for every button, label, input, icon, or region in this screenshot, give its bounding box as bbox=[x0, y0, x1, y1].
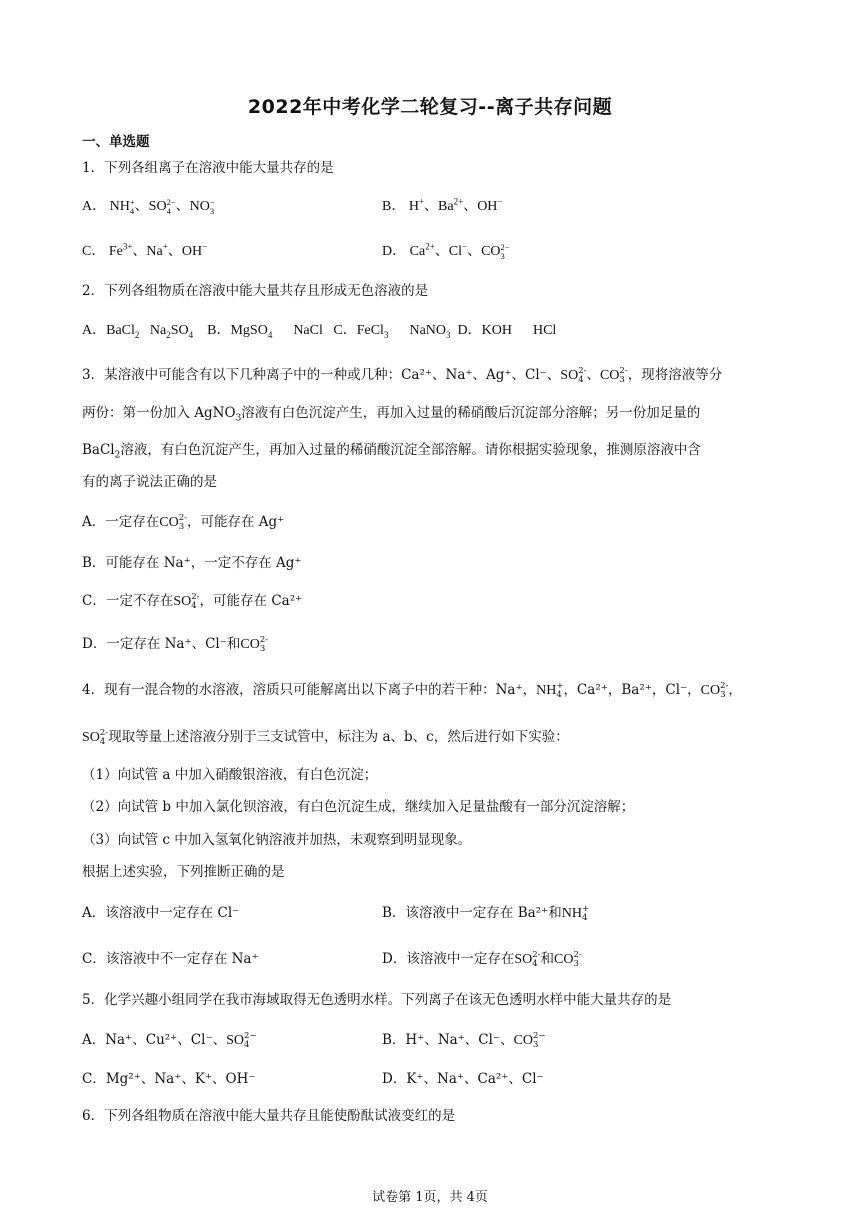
q1-option-b[interactable]: B． H+、$Ba^{2+}$、OH− bbox=[382, 196, 503, 214]
q1-option-c[interactable]: C． $Fe^{3+}$、Na+、OH− bbox=[82, 241, 208, 259]
q4-option-c[interactable]: C．该溶液中不一定存在 Na⁺ bbox=[82, 951, 259, 967]
option-letter: A． bbox=[82, 199, 107, 214]
ion-so4: SO bbox=[148, 199, 167, 214]
option-letter: C． bbox=[82, 244, 106, 259]
page-title: 2022年中考化学二轮复习--离子共存问题 bbox=[247, 96, 613, 118]
section-heading: 一、单选题 bbox=[82, 134, 150, 150]
question-3-line-4: 有的离子说法正确的是 bbox=[82, 474, 217, 490]
q1-option-d[interactable]: D． $Ca^{2+}$、Cl−、CO 2− 3 bbox=[382, 241, 510, 261]
q4-option-a[interactable]: A．该溶液中一定存在 Cl⁻ bbox=[82, 905, 240, 921]
q4-step-2: （2）向试管 b 中加入氯化钡溶液，有白色沉淀生成，继续加入足量盐酸有一部分沉淀溶解； bbox=[82, 799, 635, 815]
ion-nh4: NH bbox=[109, 199, 130, 214]
question-4-line-2: SO 2- 4 现取等量上述溶液分别于三支试管中，标注为 a、b、c，然后进行如下实验： bbox=[82, 727, 569, 747]
question-6-stem: 6．下列各组物质在溶液中能大量共存且能使酚酞试液变红的是 bbox=[82, 1108, 456, 1124]
q3-option-d[interactable]: D．一定存在 Na⁺、Cl⁻和CO 2- 3 bbox=[82, 634, 269, 654]
ion-no3: NO bbox=[189, 199, 210, 214]
q4-prompt: 根据上述实验，下列推断正确的是 bbox=[82, 864, 285, 880]
question-4-line-1: 4．现有一混合物的水溶液，溶质只可能解离出以下离子中的若干种：Na⁺，NH + 4 ，Ca²⁺，Ba²⁺，Cl⁻，CO 2- 3 ， bbox=[82, 680, 742, 700]
q2-options[interactable]: A．BaCl$_2$ $Na_2SO_4$ B．MgSO$_4$ NaCl C．FeCl$_3$ NaNO$_3$ D．KOH HCl bbox=[82, 323, 557, 340]
q1-option-a[interactable]: A． NH + 4 、SO 2− 4 、NO − 3 bbox=[82, 196, 215, 216]
q3-option-c[interactable]: C．一定不存在SO 2- 4 ，可能存在 Ca²⁺ bbox=[82, 591, 303, 611]
question-3-line-2: 两份：第一份加入 AgNO$_3$溶液有白色沉淀产生，再加入过量的稀硝酸后沉淀部分溶解；另一份加足量的 bbox=[82, 405, 701, 424]
q5-option-a[interactable]: A．Na⁺、Cu²⁺、Cl⁻、SO 2− 4 bbox=[82, 1030, 257, 1050]
q5-option-c[interactable]: C．Mg²⁺、Na⁺、K⁺、OH⁻ bbox=[82, 1071, 256, 1087]
option-letter: D． bbox=[382, 244, 407, 259]
option-letter: B． bbox=[382, 199, 406, 214]
question-3-line-1: 3．某溶液中可能含有以下几种离子中的一种或几种：Ca²⁺、Na⁺、Ag⁺、Cl⁻、SO 2- 4 、CO 2- 3 ，现将溶液等分 bbox=[82, 365, 723, 385]
q3-option-b[interactable]: B．可能存在 Na⁺，一定不存在 Ag⁺ bbox=[82, 555, 302, 571]
question-3-line-3: BaCl$_2$溶液，有白色沉淀产生，再加入过量的稀硝酸沉淀全部溶解。请你根据实验现象，推测原溶液中含 bbox=[82, 442, 701, 461]
q4-step-3: （3）向试管 c 中加入氢氧化钠溶液并加热，未观察到明显现象。 bbox=[82, 832, 472, 848]
question-1-stem: 1．下列各组离子在溶液中能大量共存的是 bbox=[82, 160, 334, 176]
q4-option-b[interactable]: B．该溶液中一定存在 Ba²⁺和NH + 4 bbox=[382, 903, 590, 923]
question-2-stem: 2．下列各组物质在溶液中能大量共存且形成无色溶液的是 bbox=[82, 283, 429, 299]
q4-option-d[interactable]: D．该溶液中一定存在SO 2- 4 和CO 2- 3 bbox=[382, 949, 582, 969]
question-5-stem: 5．化学兴趣小组同学在我市海域取得无色透明水样。下列离子在该无色透明水样中能大量共存的是 bbox=[82, 992, 672, 1008]
q5-option-b[interactable]: B．H⁺、Na⁺、Cl⁻、CO 2− 3 bbox=[382, 1030, 546, 1050]
q5-option-d[interactable]: D．K⁺、Na⁺、Ca²⁺、Cl⁻ bbox=[382, 1071, 544, 1087]
q4-step-1: （1）向试管 a 中加入硝酸银溶液，有白色沉淀； bbox=[82, 767, 378, 783]
page-footer: 试卷第 1页，共 4页 bbox=[372, 1190, 488, 1205]
ion-nh4-charge: + 4 bbox=[129, 196, 135, 216]
q3-option-a[interactable]: A．一定存在CO 2- 3 ，可能存在 Ag⁺ bbox=[82, 512, 285, 532]
